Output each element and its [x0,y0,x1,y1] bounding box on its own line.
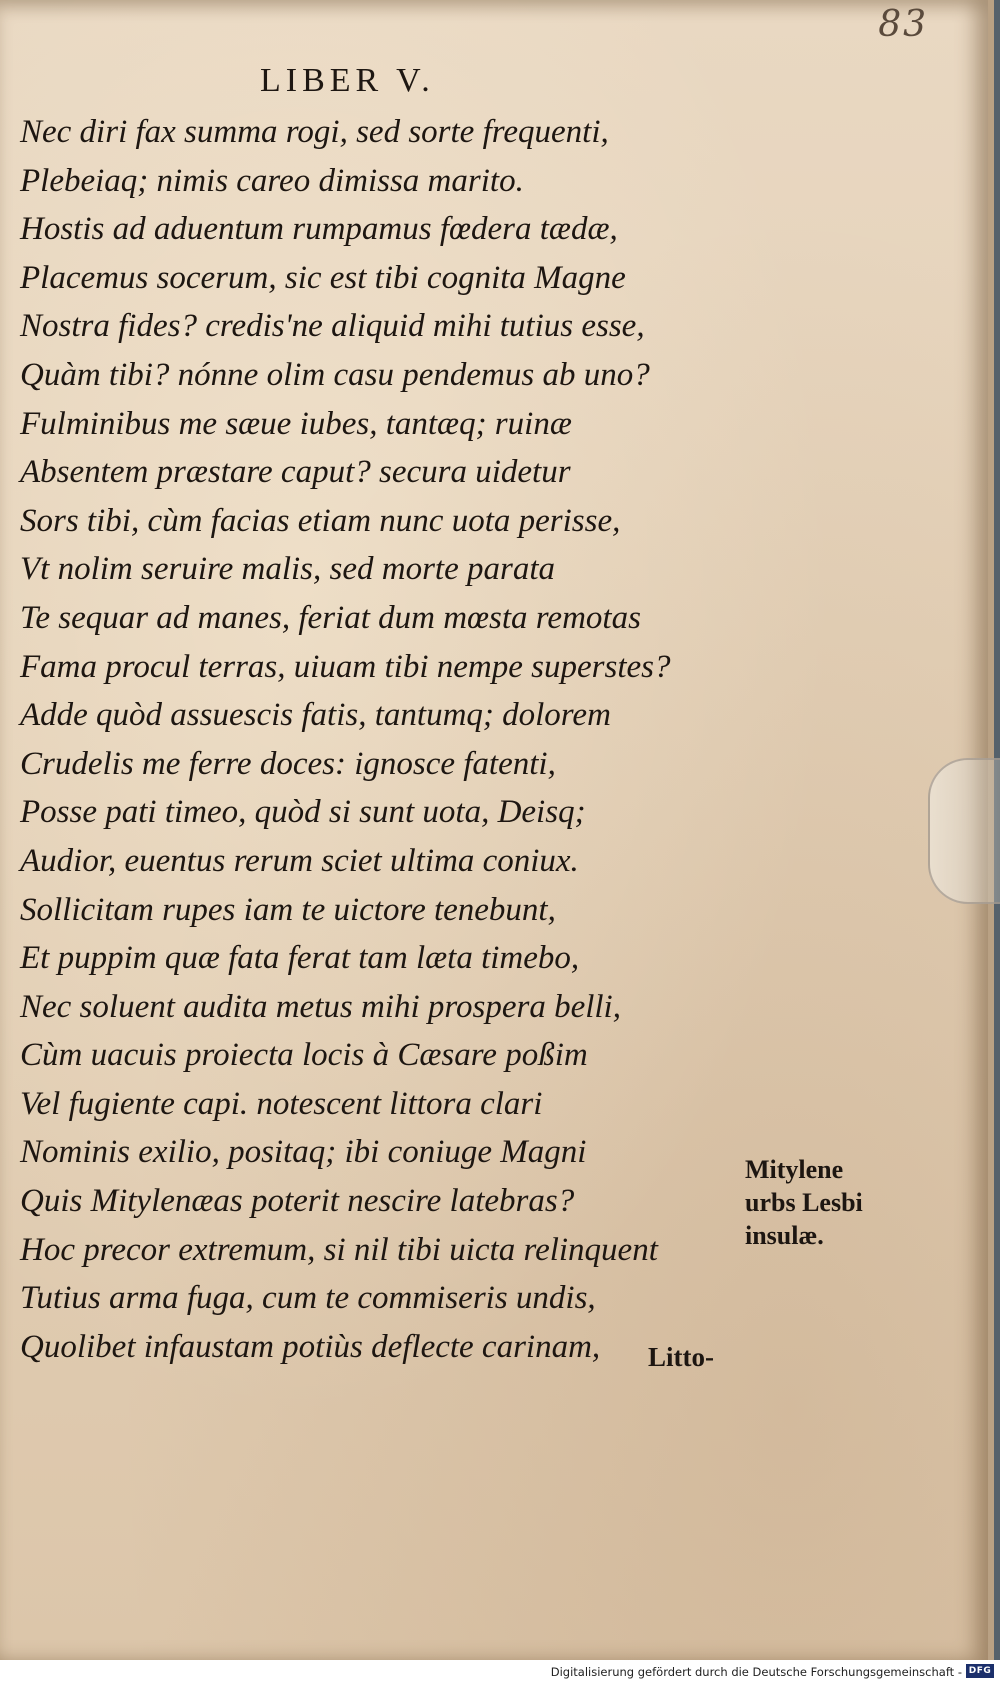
verse-line: Vel fugiente capi. notescent littora clari [20,1085,543,1122]
verse-line: Crudelis me ferre doces: ignosce fatenti, [20,745,556,782]
verse-line: Te sequar ad manes, feriat dum mœsta remotas [20,599,641,636]
verse-line: Quàm tibi? nónne olim casu pendemus ab uno? [20,356,650,393]
verse-line: Audior, euentus rerum sciet ultima coniux. [20,842,579,879]
verse-line: Vt nolim seruire malis, sed morte parata [20,551,556,588]
verse-text [20,108,760,1371]
verse-line: Adde quòd assuescis fatis, tantumq; dolorem [20,697,611,734]
verse-line: Posse pati timeo, quòd si sunt uota, Deisq; [20,794,586,831]
margin-note-line: Mitylene [745,1155,844,1184]
verse-line: Sors tibi, cùm facias etiam nunc uota perisse, [20,502,621,539]
verse-line: Fama procul terras, uiuam tibi nempe superstes? [20,648,671,685]
verse-line: Plebeiaq; nimis careo dimissa marito. [20,162,524,199]
verse-line: Nec soluent audita metus mihi prospera belli, [20,988,621,1025]
running-head: LIBER V. [260,62,435,99]
verse-line: Sollicitam rupes iam te uictore tenebunt, [20,891,556,928]
verse-line: Hostis ad aduentum rumpamus fœdera tædæ, [20,211,618,248]
verse-line: Et puppim quæ fata ferat tam læta timebo, [20,940,580,977]
verse-line: Fulminibus me sæue iubes, tantæq; ruinæ [20,405,572,442]
verse-line: Tutius arma fuga, cum te commiseris undis, [20,1280,596,1317]
verse-line: Quis Mitylenæas poterit nescire latebras? [20,1183,575,1220]
verse-line: Absentem præstare caput? secura uidetur [20,454,571,491]
margin-note [745,1153,905,1252]
book-clasp [928,758,1000,904]
digitization-credit: Digitalisierung gefördert durch die Deutsche Forschungsgemeinschaft - [550,1665,962,1679]
margin-note-line: urbs Lesbi [745,1188,863,1217]
dfg-logo: DFG [966,1664,994,1678]
verse-line: Nostra fides? credis'ne aliquid mihi tutius esse, [20,308,645,345]
verse-line: Nominis exilio, positaq; ibi coniuge Magni [20,1134,587,1171]
verse-line: Placemus socerum, sic est tibi cognita Magne [20,259,626,296]
verse-line: Hoc precor extremum, si nil tibi uicta relinquent [20,1231,658,1268]
catchword: Litto- [648,1342,714,1372]
verse-line: Quolibet infaustam potiùs deflecte carinam, [20,1328,601,1365]
page-number: 83 [878,4,928,45]
verse-line: Nec diri fax summa rogi, sed sorte frequenti, [20,114,609,150]
verse-line: Cùm uacuis proiecta locis à Cæsare poßim [20,1037,588,1074]
margin-note-line: insulæ. [745,1221,824,1250]
